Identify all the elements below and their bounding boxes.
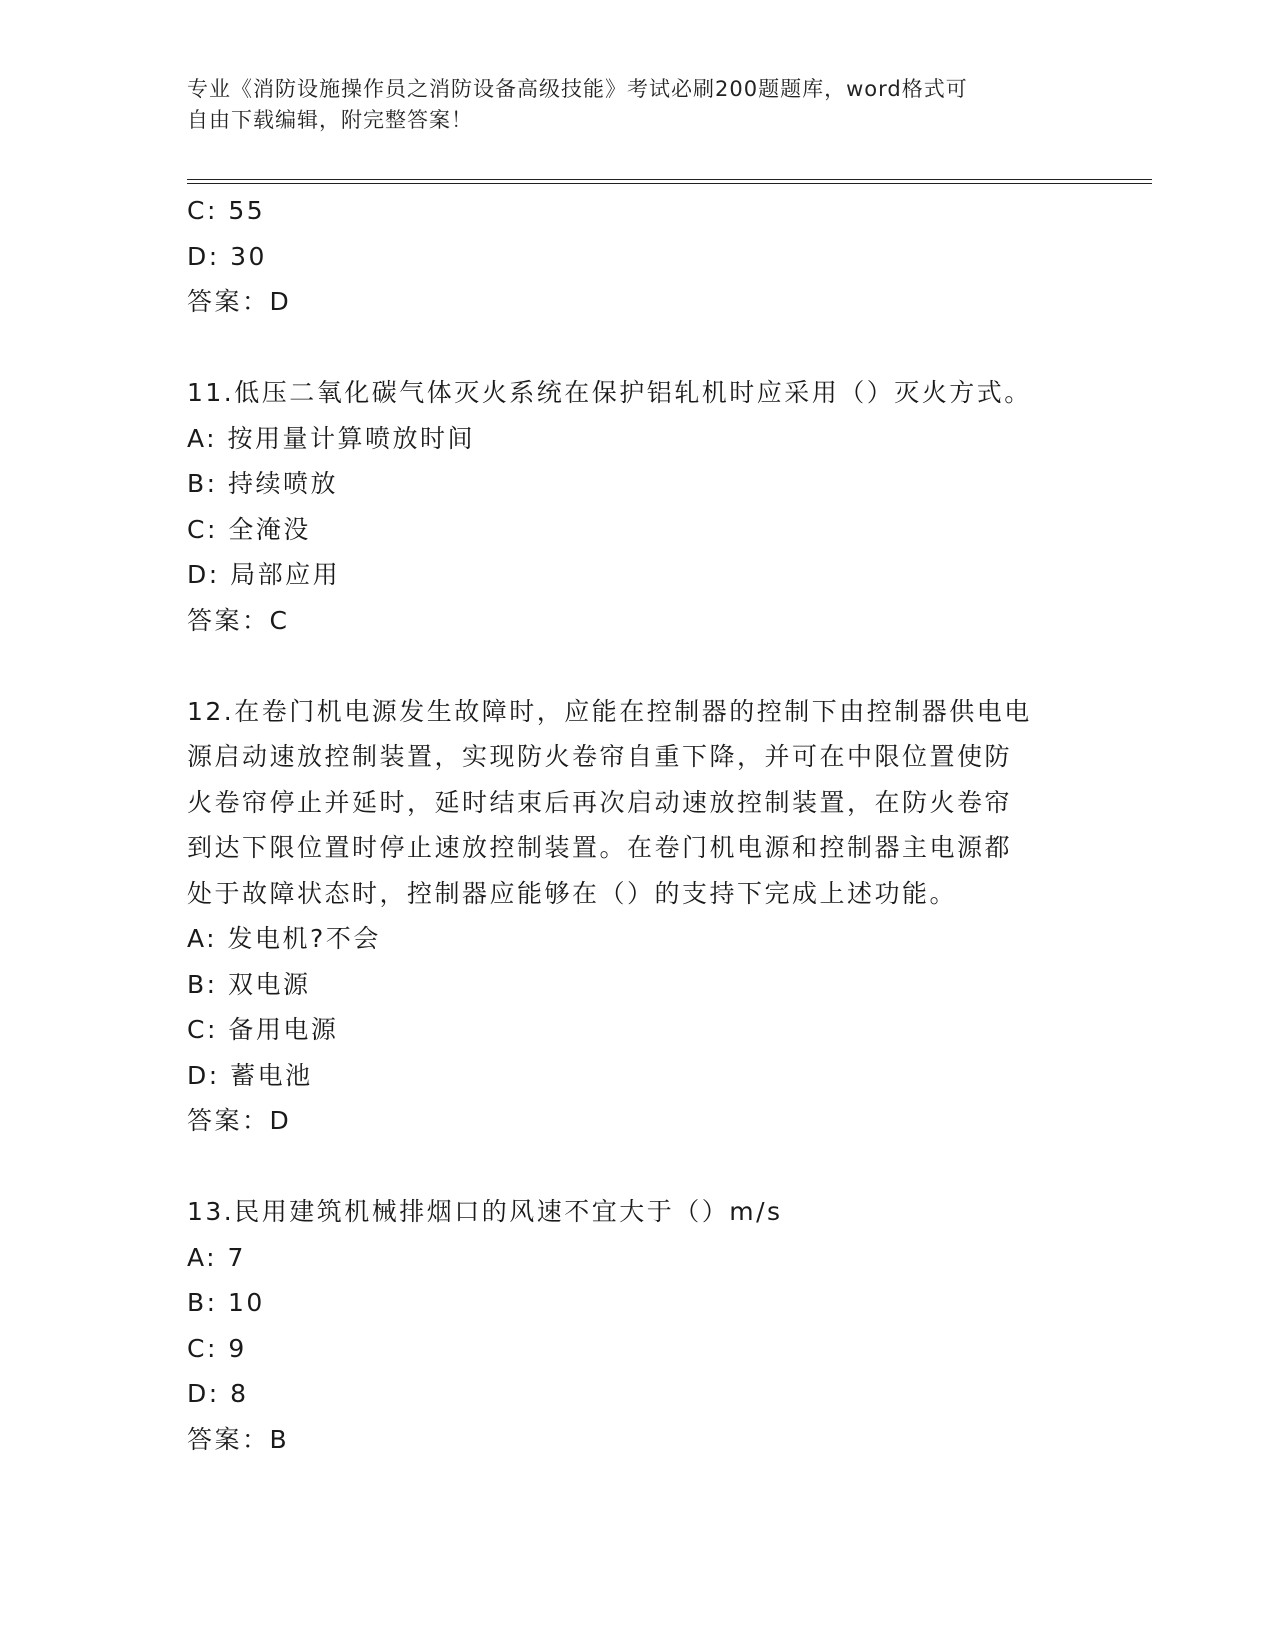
spacer: [187, 1144, 1117, 1190]
answer-line: 答案：D: [187, 1106, 292, 1135]
header-line-1: 专业《消防设施操作员之消防设备高级技能》考试必刷200题题库，word格式可: [187, 77, 968, 101]
question-list: [187, 188, 1117, 1462]
option-text: 局部应用: [230, 560, 341, 589]
option-key: B:: [187, 1288, 218, 1317]
option-key: A:: [187, 1242, 218, 1272]
question-stem-line: 处于故障状态时，控制器应能够在（）的支持下完成上述功能。: [187, 878, 958, 908]
option-text: 10: [228, 1288, 265, 1317]
option-d: [187, 234, 1117, 280]
option-text: 7: [227, 1242, 246, 1272]
option-c: [187, 507, 1117, 553]
option-key: D:: [187, 560, 220, 589]
spacer: [187, 643, 1117, 689]
question-stem-line: 源启动速放控制装置，实现防火卷帘自重下降，并可在中限位置使防: [187, 742, 1013, 771]
option-d: [187, 1371, 1117, 1417]
option-b: [187, 461, 1117, 507]
question-13: [187, 1189, 1117, 1462]
question-stem-line: 到达下限位置时停止速放控制装置。在卷门机电源和控制器主电源都: [187, 833, 1013, 862]
question-11: [187, 370, 1117, 643]
option-key: A:: [187, 924, 218, 953]
option-text: 按用量计算喷放时间: [227, 423, 476, 453]
option-b: [187, 962, 1117, 1008]
option-key: C:: [187, 196, 218, 225]
question-stem: 11.低压二氧化碳气体灭火系统在保护铝轧机时应采用（）灭火方式。: [187, 378, 1032, 407]
option-a: [187, 1235, 1117, 1281]
page-header: [187, 74, 1067, 136]
option-key: A:: [187, 423, 218, 453]
option-key: C:: [187, 1333, 218, 1363]
option-key: C:: [187, 1015, 218, 1044]
option-d: [187, 1053, 1117, 1099]
option-key: D:: [187, 1060, 220, 1090]
question-stem-line: 12.在卷门机电源发生故障时，应能在控制器的控制下由控制器供电电: [187, 696, 1032, 726]
option-key: B:: [187, 969, 218, 999]
prev-question-block: [187, 188, 1117, 325]
option-c: [187, 1007, 1117, 1053]
option-text: 发电机?不会: [227, 924, 381, 953]
option-text: 持续喷放: [228, 469, 339, 498]
option-key: D:: [187, 241, 220, 271]
option-text: 备用电源: [228, 1015, 339, 1044]
question-12: [187, 689, 1117, 1144]
option-text: 55: [228, 196, 266, 225]
option-d: [187, 552, 1117, 598]
option-b: [187, 1280, 1117, 1326]
option-text: 双电源: [228, 969, 311, 999]
option-a: [187, 916, 1117, 962]
option-c: [187, 1326, 1117, 1372]
option-text: 30: [230, 241, 267, 271]
header-divider: [187, 179, 1152, 184]
option-text: 全淹没: [228, 514, 311, 544]
option-text: 9: [228, 1333, 247, 1363]
option-key: C:: [187, 514, 218, 544]
option-key: B:: [187, 469, 218, 498]
answer-line: 答案：B: [187, 1424, 290, 1454]
header-line-2: 自由下载编辑，附完整答案！: [187, 108, 473, 132]
option-a: [187, 416, 1117, 462]
answer-line: 答案：C: [187, 605, 290, 635]
option-key: D:: [187, 1379, 220, 1408]
answer-line: 答案：D: [187, 287, 292, 316]
question-stem-line: 火卷帘停止并延时，延时结束后再次启动速放控制装置，在防火卷帘: [187, 787, 1013, 817]
option-text: 8: [230, 1379, 249, 1408]
option-text: 蓄电池: [230, 1060, 313, 1090]
spacer: [187, 325, 1117, 371]
question-stem: 13.民用建筑机械排烟口的风速不宜大于（）m/s: [187, 1197, 783, 1226]
option-c: [187, 188, 1117, 234]
